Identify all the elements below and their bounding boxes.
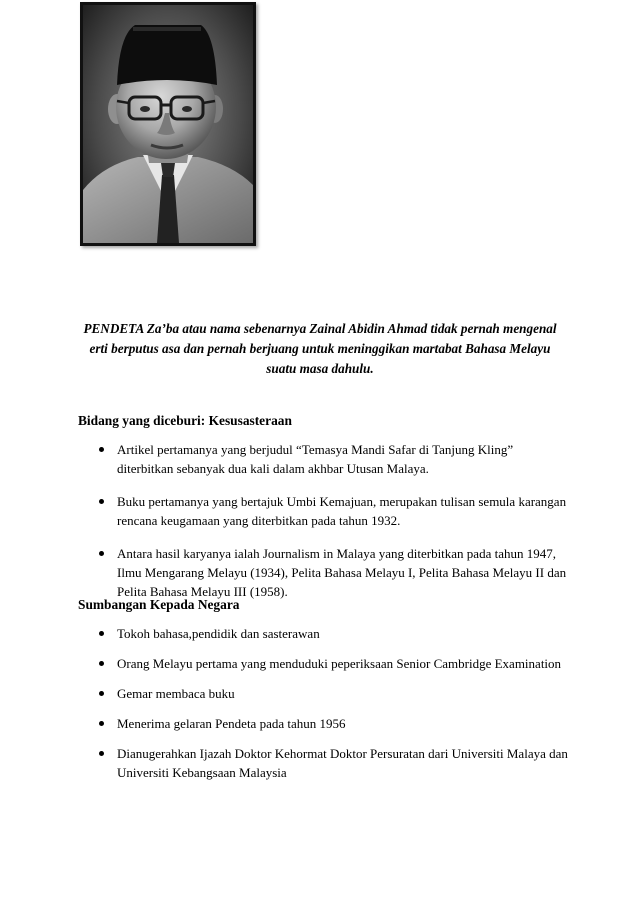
list-item: [78, 544, 568, 601]
section-heading-field: Bidang yang diceburi: Kesusasteraan: [78, 413, 292, 428]
list-item-text: Tokoh bahasa,pendidik dan sasterawan: [117, 626, 320, 641]
contribution-list: [78, 624, 568, 782]
bullet-icon: [99, 721, 104, 726]
list-item-text: Dianugerahkan Ijazah Doktor Kehormat Doktor Persuratan dari Universiti Malaya dan Universiti Kebangsaan Malaysia: [117, 746, 568, 780]
bullet-icon: [99, 661, 104, 666]
list-item-text: Orang Melayu pertama yang menduduki peperiksaan Senior Cambridge Examination: [117, 656, 562, 671]
bullet-icon: [99, 447, 104, 452]
list-item-text: Gemar membaca buku: [117, 686, 235, 701]
list-item-text: Buku pertamanya yang bertajuk Umbi Kemajuan, merupakan tulisan semula karangan rencana keugamaan yang diterbitkan pada tahun 1932.: [117, 494, 567, 528]
list-item: [78, 440, 568, 478]
list-item: [78, 714, 568, 733]
portrait-image: [83, 5, 253, 243]
bullet-icon: [99, 751, 104, 756]
list-item-text: Menerima gelaran Pendeta pada tahun 1956: [117, 716, 346, 731]
bullet-icon: [99, 631, 104, 636]
bullet-icon: [99, 499, 104, 504]
list-item: [78, 654, 568, 673]
list-item: [78, 684, 568, 703]
section-heading-contribution: Sumbangan Kepada Negara: [78, 597, 240, 612]
portrait-photo: [80, 2, 256, 246]
field-list: [78, 440, 568, 601]
intro-paragraph: PENDETA Za’ba atau nama sebenarnya Zainal Abidin Ahmad tidak pernah mengenal erti berputus asa dan pernah berjuang untuk meninggikan martabat Bahasa Melayu suatu masa dahulu.: [83, 321, 557, 376]
list-item-text: Antara hasil karyanya ialah Journalism in Malaya yang diterbitkan pada tahun 1947, Ilmu Mengarang Melayu (1934), Pelita Bahasa Melayu I, Pelita Bahasa Melayu II dan Pelita Bahasa Melayu III (1958).: [117, 546, 567, 599]
list-item: [78, 492, 568, 530]
bullet-icon: [99, 551, 104, 556]
list-item: [78, 624, 568, 643]
list-item-text: Artikel pertamanya yang berjudul “Temasya Mandi Safar di Tanjung Kling” diterbitkan sebanyak dua kali dalam akhbar Utusan Malaya.: [117, 442, 514, 476]
list-item: [78, 744, 568, 782]
bullet-icon: [99, 691, 104, 696]
